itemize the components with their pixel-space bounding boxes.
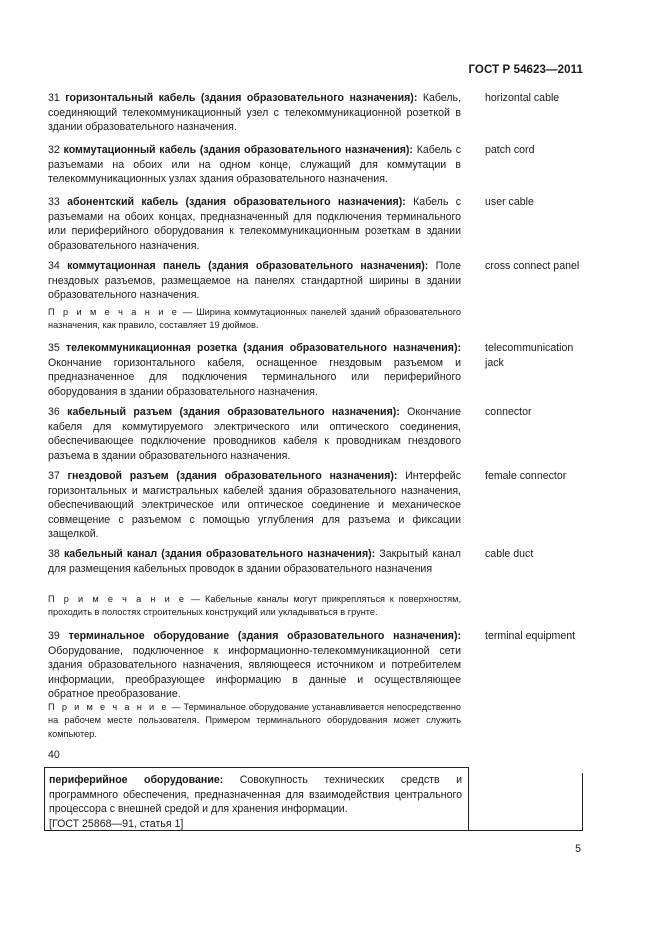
entry-definition: Интерфейс горизонтальных и магистральных кабелей здания образовательного назначения, обеспечивающий электрическое или оптическое соединение и механическое совмещение с разъемом с помощью углубления для разъема и фиксации защелкой.: [48, 470, 461, 541]
entry-number: 36: [48, 406, 60, 418]
entry-37-english: female connector: [485, 470, 567, 482]
note-text: — Терминальное оборудование устанавливается непосредственно на рабочем месте пользователя. Примером терминального оборудования может служить компьютер.: [48, 702, 461, 739]
entry-32: [48, 143, 461, 187]
entry-number: 31: [48, 92, 60, 104]
note-label: П р и м е ч а н и е: [48, 702, 169, 712]
page-number: 5: [575, 843, 581, 855]
entry-definition: Оборудование, подключенное к информационно-телекоммуникационной сети здания образовательного назначения, являющееся источником и потребителем информации, преобразующее информацию в данные и осуществляющее обратное преобразование.: [48, 644, 461, 701]
entry-number: 33: [48, 196, 60, 208]
box-term: периферийное оборудование:: [49, 774, 224, 786]
entry-33: [48, 195, 461, 253]
entry-number: 34: [48, 260, 60, 272]
entry-35-english: telecommunication jack: [485, 342, 574, 369]
box-right-frame: [469, 773, 583, 831]
entry-38-english: cable duct: [485, 548, 534, 560]
entry-definition: Кабель с разъемами на обоих концах, предназначенный для подключения терминального или периферийного оборудования к телекоммуникационным розеткам в здании образовательного назначения.: [48, 196, 462, 252]
entry-definition: Окончание горизонтального кабеля, оснащенное гнездовым разъемом и предназначенное для подключения терминального или периферийного оборудования в здании образовательного назначения.: [48, 356, 461, 398]
entry-36: [48, 405, 461, 463]
note-39: [48, 701, 461, 741]
entry-term: телекоммуникационная розетка (здания образовательного назначения):: [65, 342, 461, 354]
entry-37: [48, 469, 461, 542]
entry-31-english: horizontal cable: [485, 92, 560, 104]
reference-box: [44, 767, 469, 831]
entry-number: 35: [48, 342, 60, 354]
box-definition: Совокупность технических средств и программного обеспечения, предназначенная для взаимодействия центрального процессора с внешней средой и для хранения информации.: [49, 774, 462, 816]
entry-number: 38: [48, 548, 60, 560]
entry-definition: Кабель с разъемами на обоих или на одном конце, служащий для коммутации в телекоммуникационных узлах здания образовательного назначения.: [48, 144, 461, 186]
entry-definition: Кабель, соединяющий телекоммуникационный узел с телекоммуникационной розеткой в здании образовательного назначения.: [48, 92, 462, 134]
reference-number: 40: [48, 749, 60, 761]
entry-definition: Окончание кабеля для коммутируемого электрического или оптического соединения, обеспечивающее подключение проводников кабеля к проводникам гнездового разъема в здании образовательного назначения.: [48, 406, 461, 462]
note-38: [48, 593, 461, 620]
entry-definition: Закрытый канал для размещения кабельных проводок в здании образовательного назначения: [48, 548, 461, 575]
document-header: ГОСТ Р 54623—2011: [468, 64, 583, 76]
note-34: [48, 306, 461, 333]
box-source: [ГОСТ 25868—91, статья 1]: [49, 817, 184, 830]
entry-number: 39: [48, 630, 60, 642]
entry-32-english: patch cord: [485, 144, 535, 156]
entry-term: терминальное оборудование (здания образовательного назначения):: [68, 630, 461, 642]
entry-term: гнездовой разъем (здания образовательного назначения):: [67, 470, 398, 482]
entry-39: [48, 629, 461, 702]
entry-term: коммутационный кабель (здания образовательного назначения):: [63, 144, 413, 156]
entry-number: 37: [48, 470, 60, 482]
note-text: — Ширина коммутационных панелей зданий образовательного назначения, как правило, составляет 19 дюймов.: [48, 307, 461, 331]
entry-31: [48, 91, 461, 135]
entry-definition: Поле гнездовых разъемов, размещаемое на панелях стандартной ширины в здании образовательного назначения.: [48, 260, 461, 302]
note-label: П р и м е ч а н и е: [48, 594, 187, 604]
entry-number: 32: [48, 144, 60, 156]
entry-34-english: cross connect panel: [485, 260, 580, 272]
entry-term: абонентский кабель (здания образовательного назначения):: [67, 196, 406, 208]
entry-term: коммутационная панель (здания образовательного назначения):: [67, 260, 429, 272]
entry-35: [48, 341, 461, 399]
entry-36-english: connector: [485, 406, 532, 418]
note-label: П р и м е ч а н и е: [48, 307, 180, 317]
entry-33-english: user cable: [485, 196, 534, 208]
note-text: — Кабельные каналы могут прикрепляться к поверхностям, проходить в полостях строительных конструкций или укладываться в грунте.: [48, 594, 461, 618]
entry-term: кабельный канал (здания образовательного назначения):: [63, 548, 376, 560]
entry-term: кабельный разъем (здания образовательного назначения):: [67, 406, 400, 418]
entry-38: [48, 547, 461, 576]
entry-34: [48, 259, 461, 303]
entry-39-english: terminal equipment: [485, 630, 576, 642]
entry-term: горизонтальный кабель (здания образовательного назначения):: [65, 92, 418, 104]
